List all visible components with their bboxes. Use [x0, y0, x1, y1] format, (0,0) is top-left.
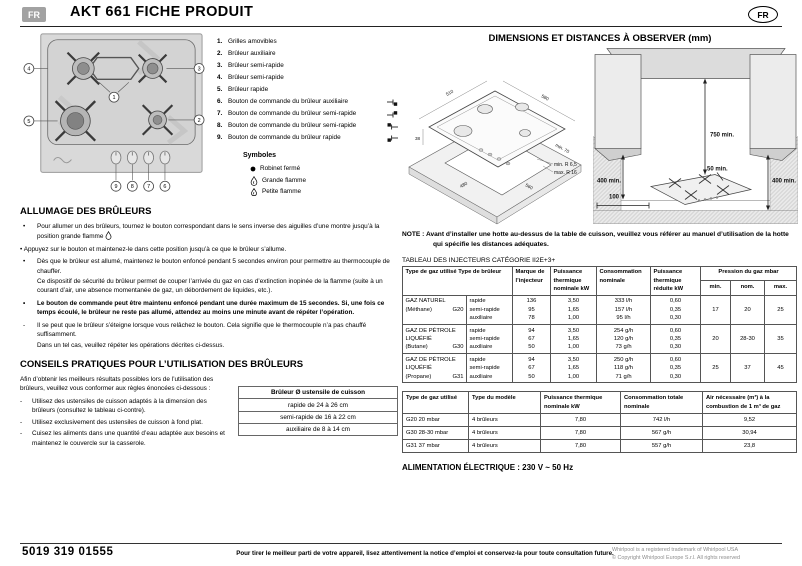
tips-row: [20, 375, 400, 450]
left-column: [20, 31, 400, 450]
list-item: 8. Bouton de commande du brûleur semi-rapide: [217, 120, 400, 132]
large-flame-icon: [250, 176, 258, 186]
large-flame-icon: [105, 231, 112, 240]
callout-8: 8: [130, 184, 134, 191]
language-oval: FR: [748, 6, 778, 23]
list-item: Petite flamme: [250, 188, 400, 196]
ignition-bullets: [20, 222, 400, 350]
knob-position-icon: [387, 98, 398, 107]
col-header: Puissance thermique réduite kW: [651, 266, 701, 295]
tip-item: - Cuisez les aliments dans une quantité d’eau adaptée aux besoins et maintenez le couvercle sur la casserole.: [20, 430, 225, 447]
callout-9: 9: [114, 184, 118, 191]
legend-label: Bouton de commande du brûleur auxiliaire: [228, 98, 349, 106]
knob-position-icon: [387, 110, 398, 119]
dim-depth: 510: [445, 88, 455, 97]
table-row: G30 28-30 mbar 4 brûleurs 7,80 567 g/h 30,94: [403, 426, 797, 439]
col-header: Puissance thermique nominale kW: [541, 392, 621, 413]
table-header: Brûleur Ø ustensile de cuisson: [239, 386, 398, 398]
tip-item: - Utilisez exclusivement des ustensiles de cuisson à fond plat.: [20, 418, 203, 426]
dim-cutout-depth: 480: [459, 180, 469, 189]
table-row: G20 20 mbar 4 brûleurs 7,80 742 l/h 9,52: [403, 413, 797, 426]
clearance-50: 50 min.: [707, 166, 728, 173]
bullet-item: • Pour allumer un des brûleurs, tournez le bouton correspondant dans le sens inverse des aiguilles d’une montre jusqu’à la position grande flamme: [23, 222, 380, 240]
table-row: GAZ NATUREL (Méthane) G20 rapide semi-rapide auxiliaire 136 95 78 3,50 1,65 1,00 333 l/h 157 l/h 95 l/h 0,60 0,35 0,30 17 20 25: [403, 295, 797, 324]
legend-label: Brûleur rapide: [228, 86, 269, 94]
dimensions-title: DIMENSIONS ET DISTANCES À OBSERVER (mm): [488, 33, 712, 44]
dim-radius-min: min. R 6,5: [554, 162, 577, 168]
header-rule: [20, 26, 782, 27]
legend-label: Bouton de commande du brûleur rapide: [228, 134, 341, 142]
injector-table-caption: TABLEAU DES INJECTEURS CATÉGORIE II2E+3+: [402, 256, 556, 264]
page-title: AKT 661 FICHE PRODUIT: [70, 4, 254, 20]
list-item: 7. Bouton de commande du brûleur semi-rapide: [217, 108, 400, 120]
list-item: Grande flamme: [250, 176, 400, 186]
list-item: 5. Brûleur rapide: [217, 86, 269, 94]
callout-2: 2: [197, 117, 201, 124]
injector-table: [402, 266, 797, 384]
list-item: 9. Bouton de commande du brûleur rapide: [217, 132, 400, 144]
callout-5: 5: [27, 118, 31, 125]
closed-tap-icon: [250, 166, 256, 172]
bullet-item: • Appuyez sur le bouton et maintenez-le dans cette position jusqu’à ce que le brûleur s’allume.: [20, 245, 287, 253]
legend-label: Bouton de commande du brûleur semi-rapide: [228, 110, 357, 118]
symbols-section: [243, 149, 400, 196]
table-row: rapide de 24 à 26 cm: [239, 399, 398, 411]
bullet-item: - Il se peut que le brûleur s’éteigne lorsque vous relâchez le bouton. Cela signifie que le thermocouple n’a pas chauffé suffisamment. Dans un tel cas, veuillez répéter les opérations décrites ci-dessus.: [23, 322, 367, 349]
legend-label: Brûleur semi-rapide: [228, 74, 284, 82]
list-item: 3. Brûleur semi-rapide: [217, 62, 284, 70]
callout-4: 4: [27, 66, 31, 73]
footer-rule: [20, 543, 782, 544]
callout-3: 3: [197, 66, 201, 73]
list-item: 1. Grilles amovibles: [217, 38, 277, 45]
power-supply-line: ALIMENTATION ÉLECTRIQUE : 230 V ~ 50 Hz: [402, 463, 574, 473]
table-row: auxiliaire de 8 à 14 cm: [239, 424, 398, 436]
footer-copyright: Whirlpool is a registered trademark of Whirlpool USA © Copyright Whirlpool Europe S.r.l. All rights reserved: [612, 547, 741, 561]
dim-radius-max: max. R 16: [554, 170, 577, 176]
col-header: max.: [765, 281, 797, 296]
dim-cutout-width: 560: [524, 182, 534, 191]
parts-legend: [217, 36, 400, 197]
clearance-100: 100: [609, 194, 620, 201]
small-flame-icon: [250, 188, 258, 196]
col-header: Type de gaz utilisé Type de brûleur: [403, 266, 513, 295]
clearance-750: 750 min.: [710, 132, 735, 139]
callout-7: 7: [147, 184, 151, 191]
list-item: 2. Brûleur auxiliaire: [217, 50, 276, 58]
bullet-item: • Le bouton de commande peut être maintenu enfoncé pendant une durée maximum de 15 secondes. Si, une fois ce temps écoulé, le brûleur ne reste pas allumé, attendez au moins une minute avant de répéter l’opération.: [23, 300, 385, 317]
col-header: Consommation totale nominale: [621, 392, 703, 413]
tip-item: - Utilisez des ustensiles de cuisson adaptés à la dimension des brûleurs (consultez le tableau ci-contre).: [20, 397, 207, 414]
callout-1: 1: [112, 95, 116, 102]
symbols-title: Symboles: [243, 152, 277, 160]
dim-rear: min. 70: [554, 142, 571, 155]
col-header: Consommation nominale: [597, 266, 651, 295]
hob-top-view-figure: [20, 31, 208, 195]
col-header: Air nécessaire (m³) à la combustion de 1 m³ de gaz: [703, 392, 797, 413]
installation-clearances-figure: [593, 47, 798, 225]
legend-label: Grilles amovibles: [228, 38, 277, 45]
col-header: Type de gaz utilisé: [403, 392, 469, 413]
hob-figure-row: [20, 31, 400, 197]
note-paragraph: NOTE : Avant d’installer une hotte au-dessus de la table de cuisson, veuillez vous référer au manuel d’utilisation de la hotte qui spécifie les distances adéquates.: [402, 231, 789, 248]
clearance-400-left: 400 min.: [597, 178, 622, 185]
knob-position-icon: [387, 122, 398, 131]
table-row: semi-rapide de 16 à 22 cm: [239, 411, 398, 423]
table-row: GAZ DE PÉTROLE LIQUÉFIÉ (Propane) G31 rapide semi-rapide auxiliaire 94 67 50 3,50 1,65 1,00 250 g/h 118 g/h 71 g/h 0,60 0,35 0,30 25 37 45: [403, 354, 797, 383]
col-header: Marque de l’injecteur: [513, 266, 551, 295]
tips-text: Afin d’obtenir les meilleurs résultats possibles lors de l’utilisation des brûleurs, veuillez vous conformer aux règles énoncées ci-dessous : - Utilisez des ustensiles de cuisson adaptés à la dimension des brûleurs (consultez le tableau ci-contre). - Utilisez exclusivement des ustensiles de cuisson à fond plat. - Cuisez les aliments dans une quantité d’eau adaptée aux besoins et maintenez le couvercle sur la casserole.: [20, 375, 225, 447]
pan-size-table: [238, 386, 398, 437]
right-column: [402, 31, 798, 472]
dim-height: 38: [415, 136, 421, 141]
col-header: Puissance thermique nominale kW: [551, 266, 597, 295]
clearance-400-right: 400 min.: [771, 178, 796, 185]
dim-width: 580: [540, 93, 550, 102]
list-item: 6. Bouton de commande du brûleur auxiliaire: [217, 96, 400, 108]
legend-label: Bouton de commande du brûleur semi-rapide: [228, 122, 357, 130]
footer-notice: Pour tirer le meilleur parti de votre appareil, lisez attentivement la notice d’emploi et conservez-la pour toute consultation future.: [236, 550, 614, 557]
legend-label: Brûleur semi-rapide: [228, 62, 284, 70]
table-row: GAZ DE PÉTROLE LIQUÉFIÉ (Butane) G30 rapide semi-rapide auxiliaire 94 67 50 3,50 1,65 1,00 254 g/h 120 g/h 73 g/h 0,60 0,35 0,30 20 28-30 35: [403, 325, 797, 354]
bullet-item: • Dès que le brûleur est allumé, maintenez le bouton enfoncé pendant 5 secondes environ pour permettre au thermocouple de chauffer. Ce dispositif de sécurité du brûleur permet de couper l’arrivée du gaz en cas d’extinction inopinée de la flamme (suite à un courant d’air, une absence momentanée de gaz, un débordement de liquides, etc.).: [23, 258, 390, 295]
list-item: Robinet fermé: [250, 165, 400, 173]
legend-label: Brûleur auxiliaire: [228, 50, 276, 58]
section-title-allumage: ALLUMAGE DES BRÛLEURS: [20, 205, 152, 217]
document-code: 5019 319 01555: [22, 546, 114, 558]
section-title-conseils: CONSEILS PRATIQUES POUR L’UTILISATION DES BRÛLEURS: [20, 358, 304, 370]
model-consumption-table: [402, 391, 797, 453]
callout-6: 6: [163, 184, 167, 191]
col-header: Pression du gaz mbar: [701, 266, 797, 281]
col-header: nom.: [731, 281, 765, 296]
table-row: G31 37 mbar 4 brûleurs 7,80 557 g/h 23,8: [403, 439, 797, 452]
dimension-diagrams: [402, 47, 798, 225]
knob-position-icon: [387, 134, 398, 143]
language-badge: FR: [22, 7, 46, 22]
col-header: min.: [701, 281, 731, 296]
hob-dimensions-figure: [402, 47, 589, 225]
col-header: Type du modèle: [469, 392, 541, 413]
list-item: 4. Brûleur semi-rapide: [217, 74, 284, 82]
